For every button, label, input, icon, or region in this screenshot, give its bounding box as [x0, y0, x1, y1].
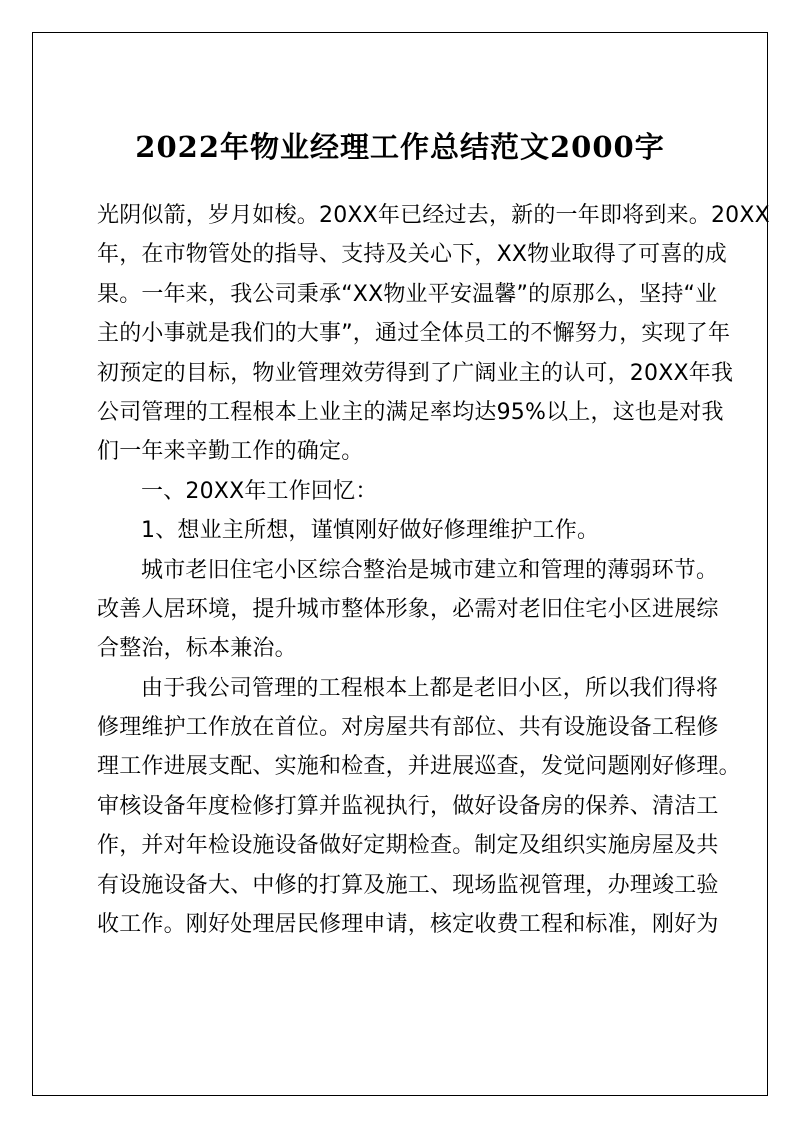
text-line: 一、20XX年工作回忆：: [141, 478, 378, 504]
text-line: 由于我公司管理的工程根本上都是老旧小区，所以我们得将: [141, 675, 719, 701]
text-line: 1、想业主所想，谨慎刚好做好修理维护工作。: [141, 518, 600, 544]
document-title: 2022年物业经理工作总结范文2000字: [135, 130, 665, 164]
text-line: 公司管理的工程根本上业主的满足率均达95%以上，这也是对我: [97, 399, 724, 425]
text-line: 光阴似箭，岁月如梭。20XX年已经过去，新的一年即将到来。20XX: [97, 203, 770, 228]
subsection-heading: [97, 511, 715, 550]
text-line: 初预定的目标，物业管理效劳得到了广阔业主的认可，20XX年我: [97, 360, 734, 386]
text-line: 改善人居环境，提升城市整体形象，必需对老旧住宅小区进展综: [97, 596, 719, 622]
text-line: 修理维护工作放在首位。对房屋共有部位、共有设施设备工程修: [97, 715, 719, 741]
paragraph-maintenance: [97, 669, 741, 945]
paragraph-renovation: [97, 551, 719, 669]
text-line: 们一年来辛勤工作的确定。: [97, 439, 364, 465]
section-heading: [97, 472, 715, 511]
text-line: 作，并对年检设施设备做好定期检查。制定及组织实施房屋及共: [97, 833, 719, 859]
text-line: 理工作进展支配、实施和检查，并进展巡查，发觉问题刚好修理。: [97, 754, 741, 780]
paragraph-intro: [97, 196, 770, 472]
document-body: [97, 196, 770, 944]
text-line: 有设施设备大、中修的打算及施工、现场监视管理，办理竣工验: [97, 872, 719, 898]
text-line: 果。一年来，我公司秉承“XX物业平安温馨”的原那么，坚持“业: [97, 281, 718, 307]
text-line: 收工作。刚好处理居民修理申请，核定收费工程和标准，刚好为: [97, 912, 719, 938]
text-line: 年，在市物管处的指导、支持及关心下，XX物业取得了可喜的成: [97, 242, 727, 268]
text-line: 主的小事就是我们的大事”，通过全体员工的不懈努力，实现了年: [97, 321, 731, 347]
text-line: 城市老旧住宅小区综合整治是城市建立和管理的薄弱环节。: [141, 557, 719, 583]
text-line: 审核设备年度检修打算并监视执行，做好设备房的保养、清洁工: [97, 793, 719, 819]
text-line: 合整治，标本兼治。: [97, 636, 297, 662]
